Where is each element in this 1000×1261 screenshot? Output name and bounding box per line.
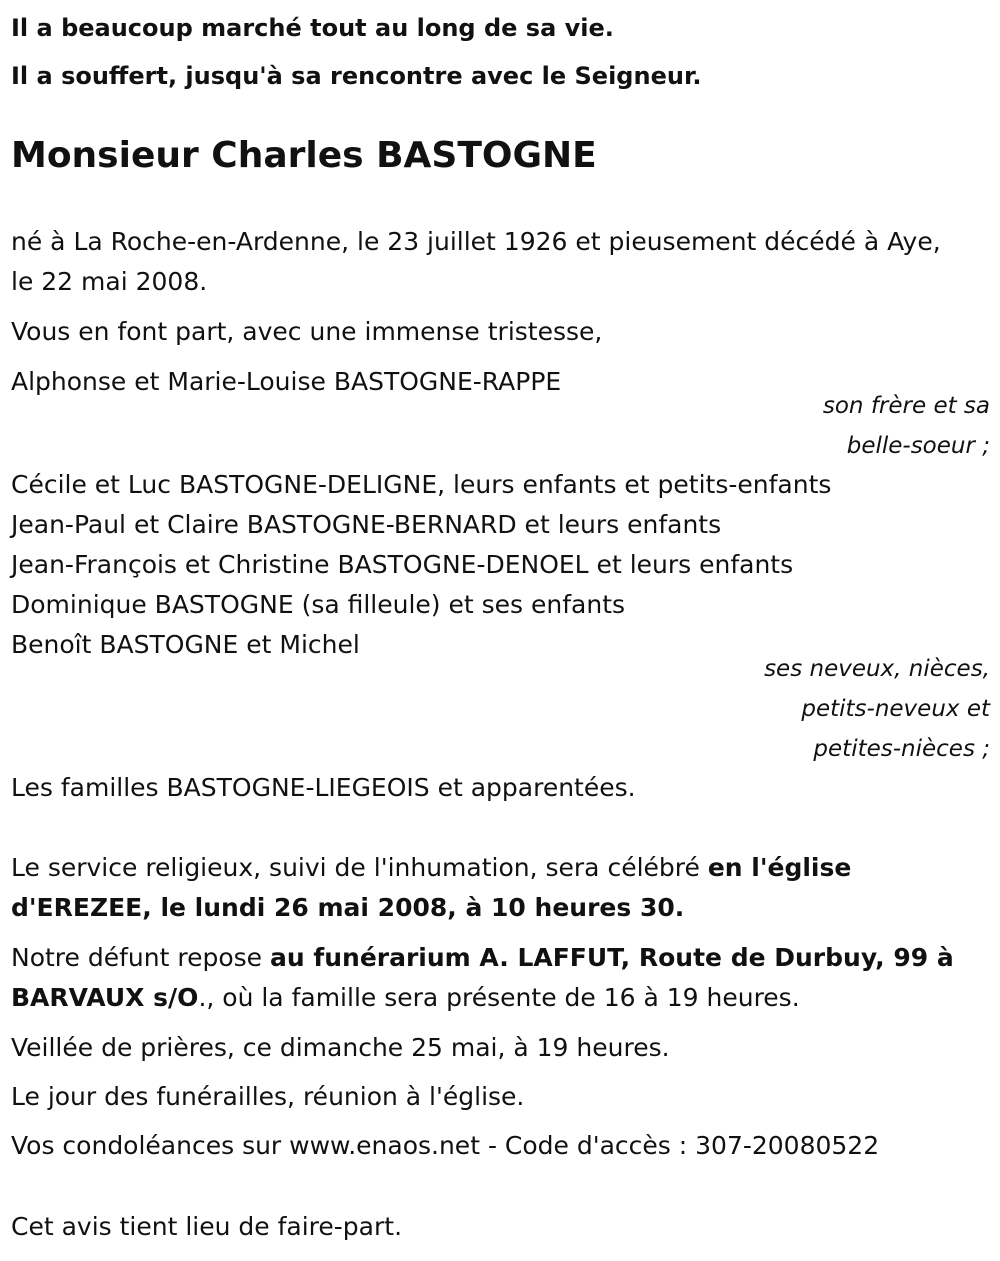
intro-line-1: Il a beaucoup marché tout au long de sa vie. [11,14,614,42]
family-nephew-name-2: Jean-Paul et Claire BASTOGNE-BERNARD et leurs enfants [11,510,722,539]
footer-text: Cet avis tient lieu de faire-part. [11,1212,403,1241]
repose-line-2 [11,978,990,1018]
repose-hours: ., où la famille sera présente de 16 à 19 heures. [198,983,800,1012]
birth-line-1: né à La Roche-en-Ardenne, le 23 juillet 1926 et pieusement décédé à Aye, [11,227,941,256]
repose-line-1 [11,938,990,978]
condoleances-text: Vos condoléances sur www.enaos.net - Code d'accès : 307-20080522 [11,1131,880,1160]
service-line-2: d'EREZEE, le lundi 26 mai 2008, à 10 heures 30. [11,893,685,922]
family-nephew-relation-3: petites-nièces ; [813,736,990,762]
family-nephew-name-1: Cécile et Luc BASTOGNE-DELIGNE, leurs enfants et petits-enfants [11,470,832,499]
family-nephew-relation-1: ses neveux, nièces, [764,656,990,682]
announce-text: Vous en font part, avec une immense tristesse, [11,317,603,346]
family-nephew-relation-2: petits-neveux et [801,696,990,722]
service-plain: Le service religieux, suivi de l'inhumation, sera célébré [11,853,708,882]
repose-place: au funérarium A. LAFFUT, Route de Durbuy, 99 à [269,943,954,972]
repose-plain: Notre défunt repose [11,943,270,972]
family-brother-name: Alphonse et Marie-Louise BASTOGNE-RAPPE [11,367,562,396]
family-nephew-name-4: Dominique BASTOGNE (sa filleule) et ses enfants [11,590,626,619]
service-line-1 [11,848,990,888]
service-church: en l'église [707,853,852,882]
birth-line-2: le 22 mai 2008. [11,267,208,296]
family-nephew-name-5: Benoît BASTOGNE et Michel [11,630,360,659]
family-brother-relation-2: belle-soeur ; [846,433,990,459]
families-text: Les familles BASTOGNE-LIEGEOIS et apparentées. [11,773,636,802]
intro-line-2: Il a souffert, jusqu'à sa rencontre avec le Seigneur. [11,62,702,90]
family-nephew-name-3: Jean-François et Christine BASTOGNE-DENOEL et leurs enfants [11,550,794,579]
page-title: Monsieur Charles BASTOGNE [11,135,597,176]
reunion-text: Le jour des funérailles, réunion à l'église. [11,1082,525,1111]
family-brother-relation-1: son frère et sa [822,393,990,419]
veillee-text: Veillée de prières, ce dimanche 25 mai, à 19 heures. [11,1033,670,1062]
repose-town: BARVAUX s/O [11,983,199,1012]
